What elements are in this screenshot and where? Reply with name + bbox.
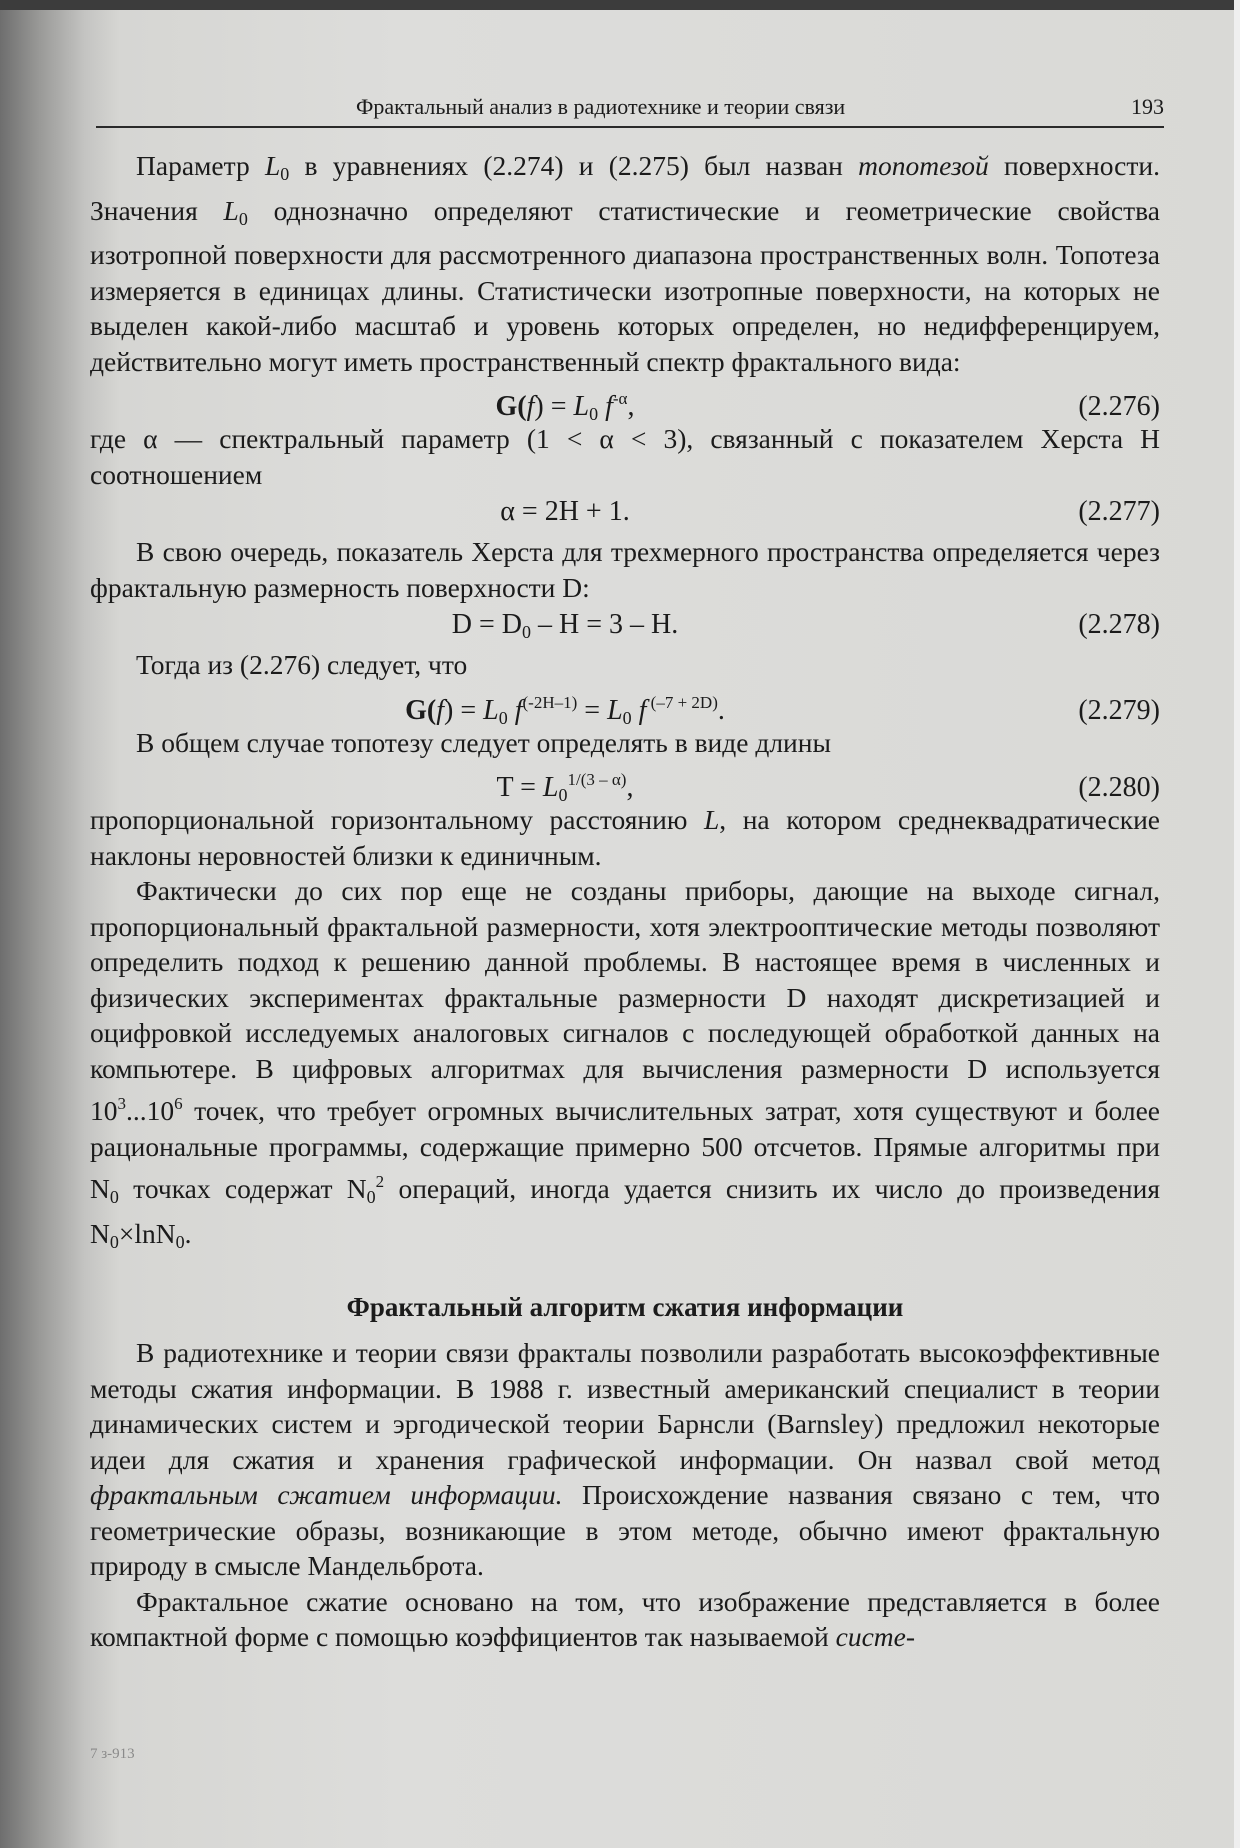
equation-number: (2.280): [1078, 772, 1160, 803]
paragraph-general: В общем случае топотезу следует определять в виде длины: [136, 726, 831, 758]
paragraph-instruments: Фактически до сих пор еще не созданы приборы, дающие на выходе сигнал, пропорциональный фрактальной размерности, хотя электрооптические методы позволяют определить подход к решению данной проблемы. В настоящее время в численных и физических экспериментах фрактальные размерности D находят дискретизацией и оцифровкой исследуемых аналоговых сигналов с последующей обработкой данных на компьютере. В цифровых алгоритмах для вычисления размерности D используется $10^3...10^6$ точек, что требует огромных вычислительных затрат, хотя существуют и более рациональные программы, содержащие примерно 500 отсчетов. Прямые алгоритмы при $N_0$ точках содержат $N_0^2$ операций, иногда удается снизить их число до произведения $N_0\times\ln N_0$.: [90, 875, 1160, 1252]
formula: $D = D_0 - H = 3 - H$.: [451, 609, 679, 642]
section-title: Фрактальный алгоритм сжатия информации: [346, 1292, 904, 1322]
equation-2-278: [90, 607, 1160, 645]
paragraph-proportional: пропорциональной горизонтальному расстоянию L, на котором среднеквадратические наклоны неровностей близки к единичным.: [90, 804, 1161, 871]
scan-right-edge: [1234, 0, 1240, 1848]
paragraph-barnsley: В радиотехнике и теории связи фракталы позволили разработать высокоэффективные методы сжатия информации. В 1988 г. известный американский специалист в теории динамических систем и эргодической теории Барнсли (Barnsley) предложил некоторые идеи для сжатия и хранения графической информации. Он назвал свой метод фрактальным сжатием информации. Происхождение названия связано с тем, что геометрические образы, возникающие в этом методе, обычно имеют фрактальную природу в смысле Мандельброта.: [90, 1337, 1160, 1581]
running-header: [96, 92, 1164, 128]
formula: $T = L_0^{1/(3 - \alpha)}$,: [496, 770, 634, 805]
equation-number: (2.278): [1078, 609, 1160, 640]
equation-2-279: [90, 685, 1160, 728]
equation-number: (2.277): [1078, 496, 1160, 527]
equation-number: (2.279): [1078, 694, 1160, 726]
paragraph-hurst: В свою очередь, показатель Херста для трехмерного пространства определяется через фрактальную размерность поверхности D:: [90, 536, 1160, 603]
equation-2-276: [90, 381, 1160, 424]
paragraph-topoteza: Параметр $L_0$ в уравнениях (2.274) и (2.275) был назван топотезой поверхности. Значения $L_0$ однозначно определяют статистические и геометрические свойства изотропной поверхности для рассмотренного диапазона пространственных волн. Топотеза измеряется в единицах длины. Статистически изотропные поверхности, на которых не выделен какой-либо масштаб и уровень которых определен, но недифференцируем, действительно могут иметь пространственный спектр фрактального вида:: [90, 150, 1161, 377]
equation-number: (2.276): [1078, 391, 1160, 422]
formula: $G(f) = L_0$ $f^{-\alpha}$,: [495, 389, 635, 424]
scan-top-edge: [0, 0, 1240, 10]
page-body: [90, 148, 1160, 1655]
running-title: Фрактальный анализ в радиотехнике и теории связи: [356, 94, 846, 119]
formula: α = 2H + 1.: [500, 496, 630, 527]
equation-2-280: [90, 762, 1160, 805]
page-number: 193: [1131, 94, 1164, 119]
signature-mark: 7 з-913: [90, 1746, 135, 1762]
paragraph-then: Тогда из (2.276) следует, что: [136, 649, 468, 680]
formula: $G(f) = L_0$ $f^{(-2H-1)} = L_0$ f $^{(-7 + 2D)}$.: [405, 692, 725, 728]
equation-2-277: [90, 494, 1160, 532]
paragraph-alpha: где α — спектральный параметр (1 < α < 3), связанный с показателем Херста H соотношением: [90, 423, 1160, 490]
paragraph-compression: Фрактальное сжатие основано на том, что изображение представляется в более компактной форме с помощью коэффициентов так называемой систе-: [90, 1585, 1160, 1652]
